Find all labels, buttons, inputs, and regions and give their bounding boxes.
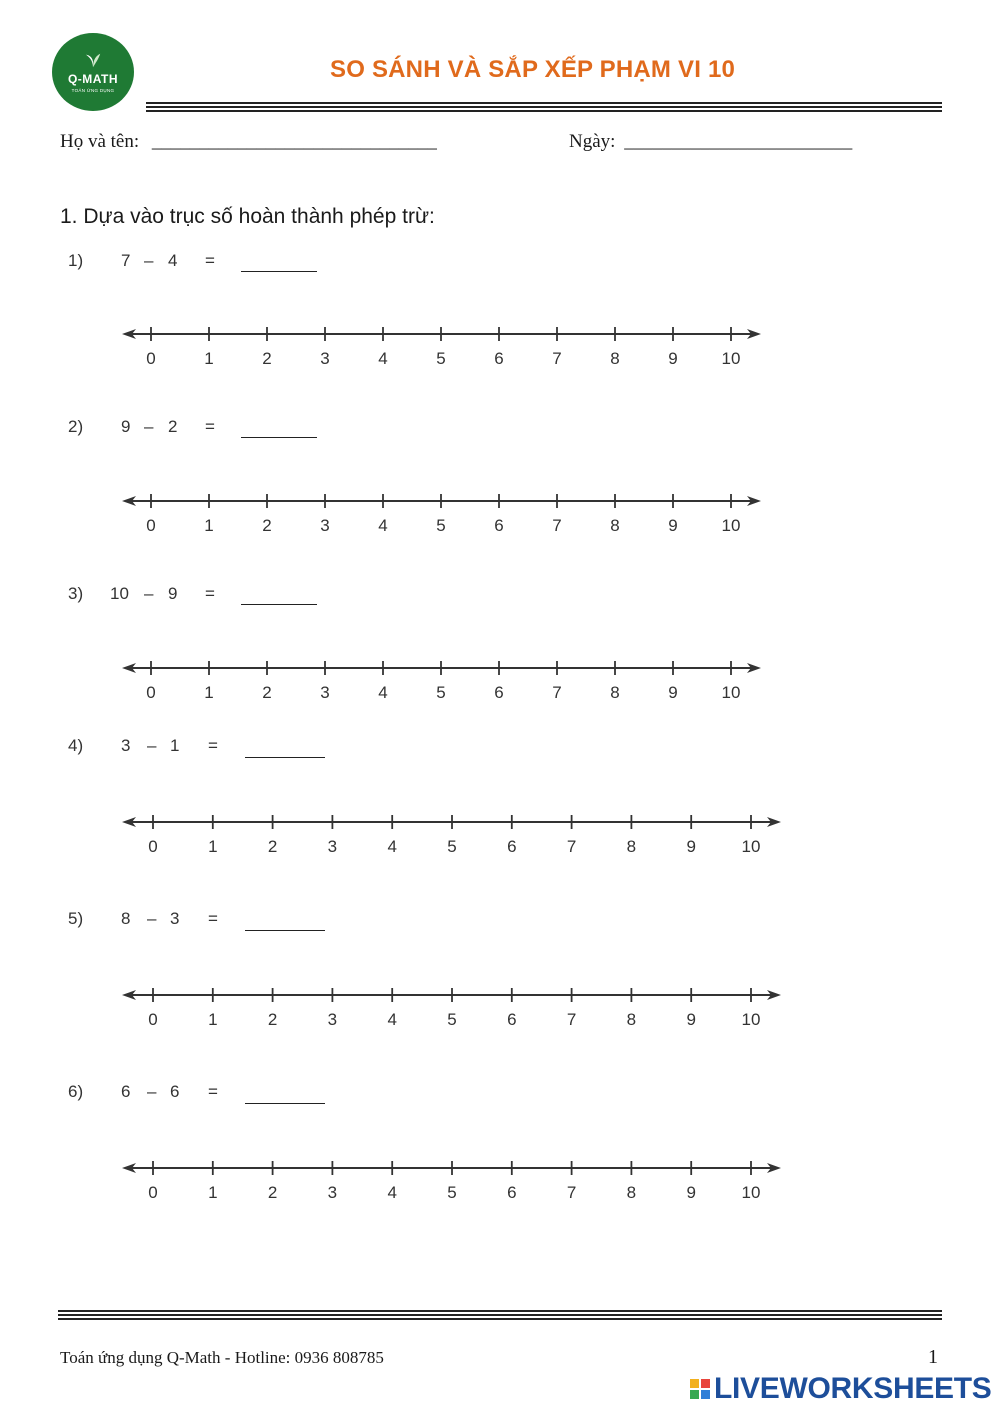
number-line-6 [118,1156,793,1206]
tick-label: 9 [668,683,678,702]
footer-text: Toán ứng dụng Q-Math - Hotline: 0936 808785 [60,1348,384,1367]
tick-label: 2 [262,516,272,535]
tick-label: 6 [494,349,504,368]
problem-5 [0,909,1000,933]
tick-label: 0 [146,683,156,702]
equals-sign: = [205,584,215,603]
operand-a: 10 [110,584,129,603]
tick-label: 8 [626,1183,637,1202]
header-divider [146,102,942,114]
name-field[interactable] [60,131,437,153]
answer-blank[interactable] [245,757,325,758]
problem-3 [0,584,1000,608]
tick-label: 4 [387,1183,397,1202]
answer-blank[interactable] [241,604,317,605]
tick-label: 6 [494,516,504,535]
operand-a: 9 [121,417,131,436]
operand-b: 4 [168,251,178,270]
tick-label: 6 [507,1010,517,1029]
tick-label: 7 [566,1183,577,1202]
tick-label: 8 [626,1010,637,1029]
tick-label: 1 [204,349,214,368]
tick-label: 5 [447,837,457,856]
equals-sign: = [208,736,218,755]
tick-label: 7 [552,516,562,535]
tick-label: 7 [552,683,562,702]
operand-b: 9 [168,584,178,603]
tick-label: 1 [204,683,214,702]
tick-label: 4 [378,516,388,535]
operand-a: 8 [121,909,131,928]
tick-label: 5 [436,516,446,535]
operand-b: 3 [170,909,180,928]
answer-blank[interactable] [241,437,317,438]
tick-label: 9 [686,1183,696,1202]
operand-a: 6 [121,1082,131,1101]
page-title: SO SÁNH VÀ SẮP XẾP PHẠM VI 10 [330,56,736,83]
tick-label: 2 [267,1183,278,1202]
equals-sign: = [205,417,215,436]
tick-label: 9 [668,349,678,368]
operand-a: 3 [121,736,131,755]
answer-blank[interactable] [241,271,317,272]
tick-label: 5 [436,349,446,368]
tick-label: 3 [327,837,338,856]
tick-label: 6 [507,837,517,856]
problem-1 [0,251,1000,275]
tick-label: 8 [610,516,620,535]
logo-tagline: TOÁN ỨNG DỤNG [71,88,115,93]
number-line-3 [118,656,768,706]
date-blank[interactable]: ________________________ [624,131,853,152]
tick-label: 3 [320,349,330,368]
tick-label: 7 [566,837,577,856]
tick-label: 1 [208,837,218,856]
tick-label: 0 [146,516,156,535]
equals-sign: = [208,1082,218,1101]
operand-a: 7 [121,251,131,270]
problem-4 [0,736,1000,760]
footer-divider [58,1310,942,1322]
problem-2 [0,417,1000,441]
answer-blank[interactable] [245,930,325,931]
leaf-icon [84,51,102,69]
minus-sign: – [147,736,157,755]
tick-label: 0 [146,349,156,368]
tick-label: 9 [668,516,678,535]
tick-label: 2 [267,837,278,856]
tick-label: 9 [686,1010,696,1029]
tick-label: 10 [741,1010,761,1029]
logo-brand: Q-MATH [67,72,119,86]
tick-label: 7 [552,349,562,368]
tick-label: 5 [447,1010,457,1029]
tick-label: 0 [148,1183,158,1202]
tick-label: 1 [208,1010,218,1029]
tick-label: 9 [686,837,696,856]
page-number: 1 [928,1346,938,1368]
number-line-4 [118,810,793,860]
minus-sign: – [144,417,154,436]
name-blank[interactable]: ______________________________ [151,131,437,152]
problem-number: 3) [68,584,84,603]
tick-label: 3 [320,516,330,535]
tick-label: 1 [208,1183,218,1202]
tick-label: 10 [741,837,761,856]
name-label: Họ và tên: [60,131,140,152]
operand-b: 6 [170,1082,180,1101]
tick-label: 0 [148,837,158,856]
problem-number: 5) [68,909,84,928]
date-label: Ngày: [569,131,616,152]
answer-blank[interactable] [245,1103,325,1104]
tick-label: 5 [447,1183,457,1202]
tick-label: 6 [494,683,504,702]
q-math-logo [52,33,134,111]
tick-label: 4 [378,349,388,368]
minus-sign: – [147,1082,157,1101]
problem-number: 2) [68,417,84,436]
tick-label: 8 [610,683,620,702]
watermark-text: LIVEWORKSHEETS [714,1372,992,1405]
minus-sign: – [144,584,154,603]
tick-label: 4 [378,683,388,702]
equals-sign: = [208,909,218,928]
tick-label: 3 [327,1010,338,1029]
tick-label: 10 [721,349,741,368]
operand-b: 2 [168,417,178,436]
problem-6 [0,1082,1000,1106]
tick-label: 8 [626,837,637,856]
number-line-5 [118,983,793,1033]
tick-label: 4 [387,837,397,856]
tick-label: 10 [721,516,741,535]
problem-number: 6) [68,1082,84,1101]
problem-number: 1) [68,251,84,270]
tick-label: 1 [204,516,214,535]
tick-label: 7 [566,1010,577,1029]
tick-label: 2 [262,683,272,702]
date-field[interactable] [569,131,852,153]
equals-sign: = [205,251,215,270]
tick-label: 3 [327,1183,338,1202]
minus-sign: – [147,909,157,928]
tick-label: 10 [741,1183,761,1202]
minus-sign: – [144,251,154,270]
tick-label: 8 [610,349,620,368]
number-line-1 [118,322,768,372]
liveworksheets-logo-icon [690,1379,710,1399]
section-heading: 1. Dựa vào trục số hoàn thành phép trừ: [60,205,435,228]
tick-label: 10 [721,683,741,702]
number-line-2 [118,489,768,539]
tick-label: 0 [148,1010,158,1029]
tick-label: 6 [507,1183,517,1202]
tick-label: 3 [320,683,330,702]
tick-label: 5 [436,683,446,702]
tick-label: 4 [387,1010,397,1029]
problem-number: 4) [68,736,84,755]
operand-b: 1 [170,736,180,755]
tick-label: 2 [267,1010,278,1029]
liveworksheets-watermark [690,1372,992,1406]
tick-label: 2 [262,349,272,368]
